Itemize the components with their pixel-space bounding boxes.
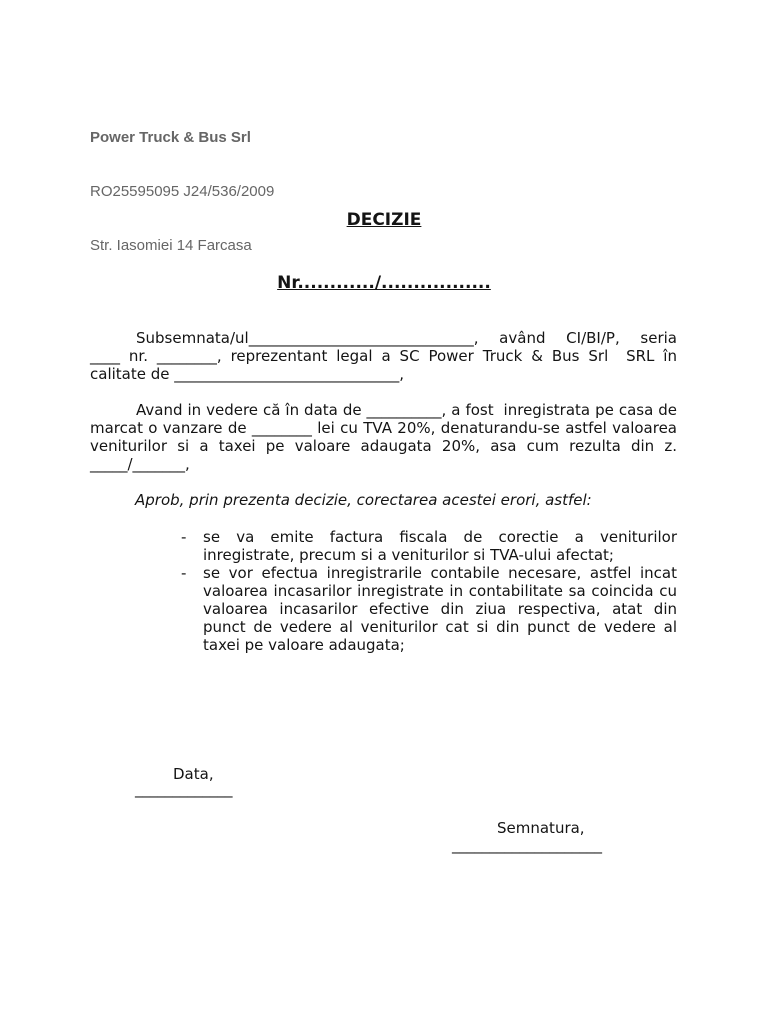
date-blank-line: _____________ <box>135 780 233 798</box>
company-registration-codes: RO25595095 J24/536/2009 <box>90 183 275 200</box>
paragraph-line: calitate de ______________________________, <box>90 365 405 383</box>
paragraph-line: Avand in vedere că în data de __________, a fost inregistrata pe casa de <box>136 401 677 419</box>
paragraph-line: marcat o vanzare de ________ lei cu TVA 20%, denaturandu-se astfel valoarea <box>90 419 677 437</box>
list-item-line: valoarea incasarilor efective din ziua respectiva, atat din <box>203 600 677 618</box>
list-item <box>181 528 677 564</box>
decision-heading: DECIZIE <box>346 210 422 230</box>
list-dash: - <box>181 564 187 582</box>
list-item-line: inregistrate, precum si a veniturilor si TVA-ului afectat; <box>203 546 614 564</box>
list-item-text <box>203 564 677 654</box>
approval-paragraph <box>90 491 677 509</box>
decision-number: Nr............/................. <box>277 273 491 293</box>
list-item-line: punct de vedere al veniturilor cat si din punct de vedere al <box>203 618 677 636</box>
signature-label: Semnatura, <box>497 819 585 837</box>
paragraph-line: veniturilor si a taxei pe valoare adaugata 20%, asa cum rezulta din z. <box>90 437 677 455</box>
list-item-text <box>203 528 677 564</box>
paragraph-line: ____ nr. ________, reprezentant legal a SC Power Truck & Bus Srl SRL în <box>90 347 677 365</box>
list-item-line: se va emite factura fiscala de corectie a veniturilor <box>203 528 677 546</box>
list-item-line: se vor efectua inregistrarile contabile necesare, astfel incat <box>203 564 677 582</box>
paragraph-line: Subsemnata/ul______________________________, având CI/BI/P, seria <box>136 329 677 347</box>
signature-blank-line: ____________________ <box>452 836 602 854</box>
list-item-line: taxei pe valoare adaugata; <box>203 636 405 654</box>
list-dash: - <box>181 528 187 546</box>
list-item-line: valoarea incasarilor inregistrate in contabilitate sa coincida cu <box>203 582 677 600</box>
company-name: Power Truck & Bus Srl <box>90 129 251 146</box>
date-label: Data, <box>173 765 214 783</box>
approval-text: Aprob, prin prezenta decizie, corectarea acestei erori, astfel: <box>135 491 592 509</box>
declaration-paragraph <box>90 329 677 383</box>
measures-list <box>181 528 677 654</box>
paragraph-line: _____/_______, <box>90 455 190 473</box>
company-address: Str. Iasomiei 14 Farcasa <box>90 237 252 254</box>
list-item <box>181 564 677 654</box>
document-title <box>0 168 768 336</box>
context-paragraph <box>90 401 677 473</box>
